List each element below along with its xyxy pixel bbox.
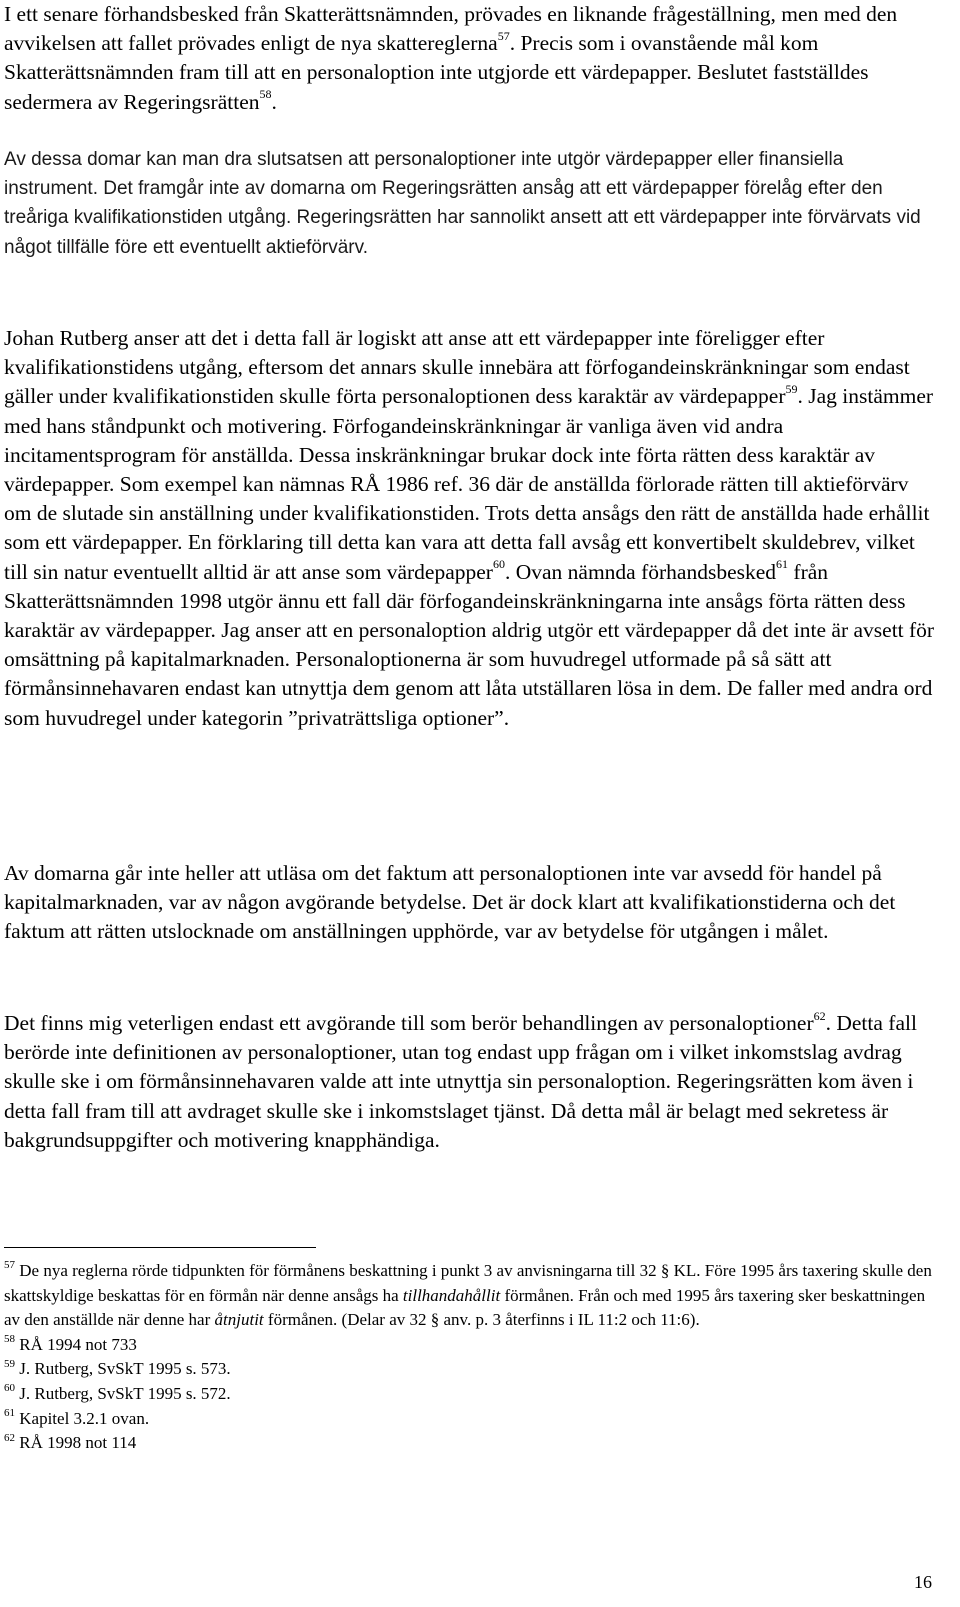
- footnote-text: RÅ 1994 not 733: [15, 1334, 137, 1354]
- paragraph-5: [4, 1009, 940, 1155]
- footnote-62: [4, 1431, 940, 1456]
- footnote-number: 57: [4, 1259, 15, 1272]
- footnote-ref-57[interactable]: 57: [497, 29, 510, 44]
- footnote-text: förmånen. (Delar av 32 § anv. p. 3 återfinns i IL 11:2 och 11:6).: [263, 1310, 700, 1330]
- paragraph-text: .: [271, 89, 277, 114]
- paragraph-text: . Precis som i ovanstående mål kom Skatterättsnämnden fram till att en personaloption inte utgjorde ett värdepapper. Beslutet fastställdes sedermera av Regeringsrätten: [4, 31, 869, 114]
- paragraph-3: [4, 324, 940, 733]
- paragraph-text: . Jag instämmer med hans ståndpunkt och motivering. Förfogandeinskränkningar är vanliga även vid andra incitamentsprogram för anställda. Dessa inskränkningar brukar dock inte förta rätten dess karaktär av värdepapper. Som exempel kan nämnas RÅ 1986 ref. 36 där de anställda förlorade rätten till aktieförvärv om de slutade sin anställning under kvalifikationstiden. Trots detta ansågs den rätt de anställda hade erhållit som ett värdepapper. En förklaring till detta kan vara att detta fall avsåg ett konvertibelt skuldebrev, vilket till sin natur eventuellt alltid är att anse som värdepapper: [4, 384, 934, 584]
- footnote-number: 62: [4, 1431, 15, 1444]
- footnote-text: J. Rutberg, SvSkT 1995 s. 573.: [15, 1359, 231, 1379]
- footnote-text: RÅ 1998 not 114: [15, 1433, 137, 1453]
- footnote-divider: [4, 1247, 316, 1248]
- paragraph-text: Johan Rutberg anser att det i detta fall är logiskt att anse att ett värdepapper inte föreligger efter kvalifikationstidens utgång, eftersom det annars skulle innebära att förfogandeinskränkningar som endast gäller under kvalifikationstiden skulle förta personaloptionen dess karaktär av värdepapper: [4, 326, 910, 409]
- footnote-number: 59: [4, 1357, 15, 1370]
- footnote-61: [4, 1407, 940, 1432]
- footnote-text: Kapitel 3.2.1 ovan.: [15, 1408, 150, 1428]
- footnote-ref-58[interactable]: 58: [259, 87, 272, 102]
- footnotes: [4, 1259, 940, 1456]
- footnote-text: J. Rutberg, SvSkT 1995 s. 572.: [15, 1383, 231, 1403]
- footnote-60: [4, 1382, 940, 1407]
- page-number: 16: [914, 1572, 932, 1592]
- footnote-number: 58: [4, 1333, 15, 1346]
- footnote-57: [4, 1259, 940, 1333]
- footnote-emphasis: åtnjutit: [214, 1310, 264, 1330]
- footnote-number: 60: [4, 1382, 15, 1395]
- paragraph-text: . Detta fall berörde inte definitionen av personaloptioner, utan tog endast upp frågan om i vilket inkomstslag avdrag skulle ske i om förmånsinnehavaren valde att inte utnyttja sin personaloption. Regeringsrätten kom även i detta fall fram till att avdraget skulle ske i inkomstslaget tjänst. Då detta mål är belagt med sekretess är bakgrundsuppgifter och motivering knapphändiga.: [4, 1011, 917, 1152]
- paragraph-4: Av domarna går inte heller att utläsa om det faktum att personaloptionen inte var avsedd för handel på kapitalmarknaden, var av någon avgörande betydelse. Det är dock klart att kvalifikationstiderna och det faktum att rätten utslocknade om anställningen upphörde, var av betydelse för utgången i målet.: [4, 861, 896, 944]
- paragraph-text: från Skatterättsnämnden 1998 utgör ännu ett fall där förfogandeinskränkningarna inte ansågs förta rätten dess karaktär av värdepapper. Jag anser att en personaloption aldrig utgör ett värdepapper då det inte är avsett för omsättning på kapitalmarknaden. Personaloptionerna är som huvudregel utformade på så sätt att förmånsinnehavaren endast kan utnyttja dem genom att låta utställaren lösa in dem. De faller med andra ord som huvudregel under kategorin ”privaträttsliga optioner”.: [4, 559, 935, 730]
- paragraph-text: . Ovan nämnda förhandsbesked: [504, 559, 777, 584]
- footnote-text: De nya reglerna rörde tidpunkten för förmånens beskattning i punkt 3 av anvisningarna till 32 § KL. Före 1995 års taxering skulle den skattskyldige beskattas för en förmån när denne ansågs ha: [4, 1261, 932, 1305]
- footnote-emphasis: tillhandahållit: [402, 1285, 501, 1305]
- paragraph-1: [4, 0, 940, 117]
- footnote-text: förmånen. Från och med 1995 års taxering sker beskattningen av den anställde när denne har: [4, 1285, 926, 1330]
- paragraph-text: I ett senare förhandsbesked från Skatterättsnämnden, prövades en liknande frågeställning, men med den avvikelsen att fallet prövades enligt de nya skattereglerna: [4, 2, 898, 56]
- footnote-ref-61[interactable]: 61: [776, 557, 789, 572]
- footnote-ref-59[interactable]: 59: [785, 382, 798, 397]
- paragraph-text: Det finns mig veterligen endast ett avgörande till som berör behandlingen av personaloptioner: [4, 1011, 814, 1035]
- footnote-58: [4, 1333, 940, 1358]
- footnote-ref-60[interactable]: 60: [492, 557, 505, 572]
- footnote-number: 61: [4, 1406, 15, 1419]
- paragraph-2: Av dessa domar kan man dra slutsatsen att personaloptioner inte utgör värdepapper eller finansiella instrument. Det framgår inte av domarna om Regeringsrätten ansåg att ett värdepapper förelåg efter den treåriga kvalifikationstiden utgång. Regeringsrätten har sannolikt ansett att ett värdepapper inte förvärvats vid något tillfälle före ett eventuellt aktieförvärv.: [4, 149, 921, 258]
- footnote-59: [4, 1357, 940, 1382]
- footnote-ref-62[interactable]: 62: [813, 1008, 826, 1023]
